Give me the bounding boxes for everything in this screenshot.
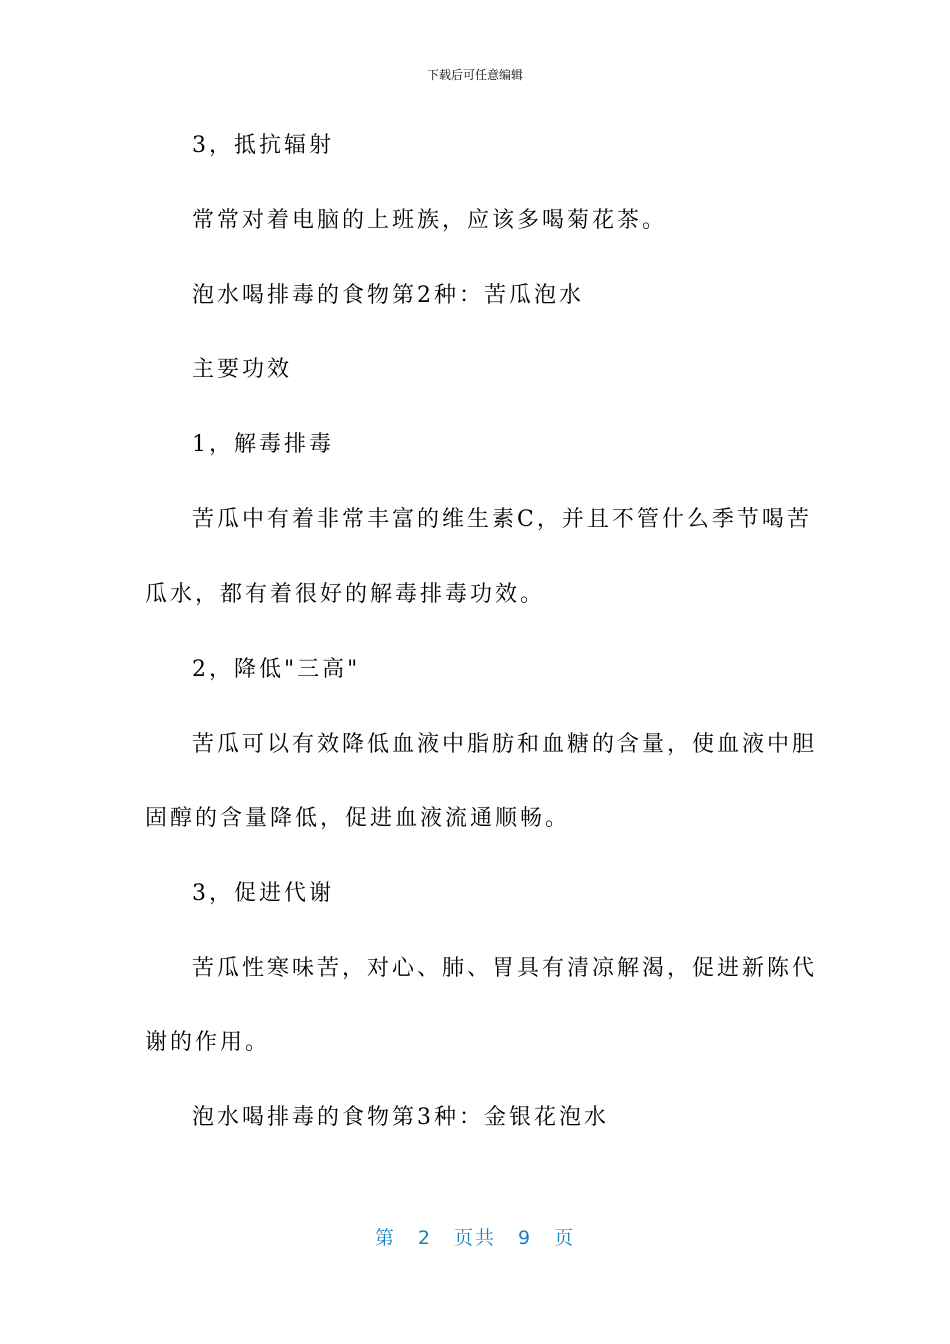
paragraph-detox-line-2: 瓜水，都有着很好的解毒排毒功效。 (145, 582, 546, 607)
paragraph-metabolism-line-1: 苦瓜性寒味苦，对心、肺、胃具有清凉解渴，促进新陈代 (192, 956, 818, 981)
paragraph-three-highs-line-1: 苦瓜可以有效降低血液中脂肪和血糖的含量，使血液中胆 (192, 732, 818, 757)
paragraph-detox-line-1: 苦瓜中有着非常丰富的维生素C，并且不管什么季节喝苦 (192, 507, 812, 532)
header-note: 下载后可任意编辑 (426, 68, 523, 82)
paragraph-chrysanthemum: 常常对着电脑的上班族，应该多喝菊花茶。 (192, 208, 668, 233)
paragraph-three-highs-line-2: 固醇的含量降低，促进血液流通顺畅。 (145, 806, 571, 831)
heading-food-3-honeysuckle: 泡水喝排毒的食物第3种：金银花泡水 (192, 1105, 609, 1130)
heading-resist-radiation: 3，抵抗辐射 (192, 133, 334, 158)
heading-main-effects: 主要功效 (192, 357, 293, 382)
heading-lower-three-highs: 2，降低"三高" (192, 657, 361, 682)
page-indicator: 第 2 页共 9 页 (374, 1227, 576, 1249)
heading-food-2-bitter-melon: 泡水喝排毒的食物第2种：苦瓜泡水 (192, 283, 584, 308)
heading-detox: 1，解毒排毒 (192, 432, 334, 457)
paragraph-metabolism-line-2: 谢的作用。 (145, 1030, 271, 1055)
heading-metabolism: 3，促进代谢 (192, 881, 334, 906)
